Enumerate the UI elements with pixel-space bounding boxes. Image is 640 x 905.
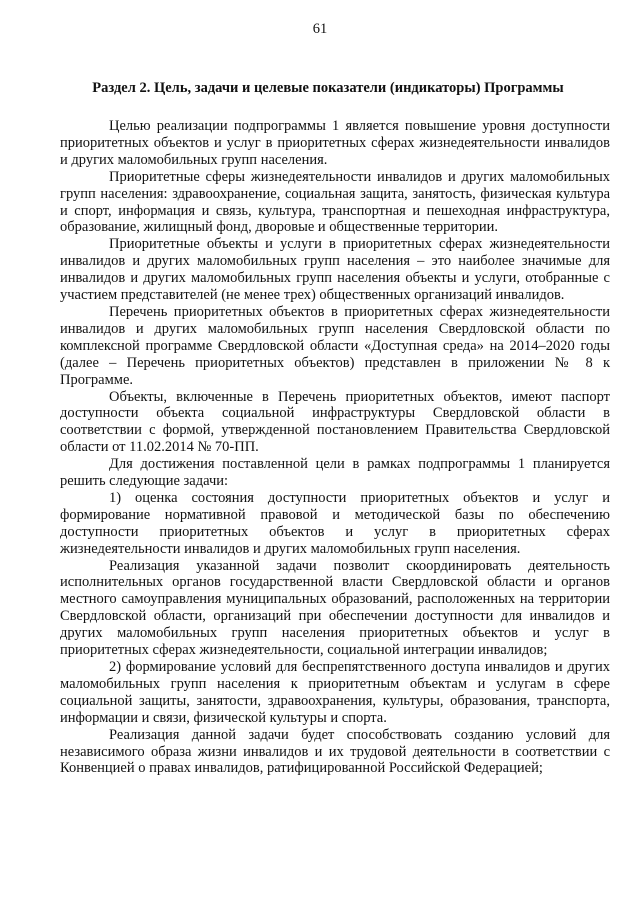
paragraph: Перечень приоритетных объектов в приоритетных сферах жизнедеятельности инвалидов и других маломобильных групп населения Свердловской области по комплексной программе Свердловской области «Доступная среда» на 2014–2020 годы (далее – Перечень приоритетных объектов) представлен в приложении № 8 к Программе. bbox=[60, 303, 610, 388]
paragraph: Реализация данной задачи будет способствовать созданию условий для независимого образа жизни инвалидов и их трудовой деятельности в соответствии с Конвенцией о правах инвалидов, ратифицированной Российской Федерацией; bbox=[60, 726, 610, 777]
page-number: 61 bbox=[312, 21, 328, 37]
paragraph: Реализация указанной задачи позволит скоординировать деятельность исполнительных органов государственной власти Свердловской области и органов местного самоуправления муниципальных образований, расположенных на территории Свердловской области, организаций при обеспечении доступности для инвалидов и других маломобильных групп населения приоритетных объектов и услуг в приоритетных сферах жизнедеятельности, социальной интеграции инвалидов; bbox=[60, 557, 610, 659]
section-title: Раздел 2. Цель, задачи и целевые показатели (индикаторы) Программы bbox=[92, 80, 564, 96]
paragraph: Целью реализации подпрограммы 1 является повышение уровня доступности приоритетных объектов и услуг в приоритетных сферах жизнедеятельности инвалидов и других маломобильных групп населения. bbox=[60, 118, 610, 168]
paragraph: 1) оценка состояния доступности приоритетных объектов и услуг и формирование нормативной правовой и методической базы по обеспечению доступности приоритетных объектов и услуг в приоритетных сферах жизнедеятельности инвалидов и других маломобильных групп населения. bbox=[60, 489, 610, 557]
paragraph: Приоритетные объекты и услуги в приоритетных сферах жизнедеятельности инвалидов и других маломобильных групп населения – это наиболее значимые для инвалидов и других маломобильных групп населения объекты и услуги, отобранные с участием представителей (не менее трех) общественных организаций инвалидов. bbox=[60, 236, 610, 304]
paragraph: Для достижения поставленной цели в рамках подпрограммы 1 планируется решить следующие задачи: bbox=[60, 456, 610, 490]
paragraph: 2) формирование условий для беспрепятственного доступа инвалидов и других маломобильных групп населения к приоритетным объектам и услугам в сфере социальной защиты, занятости, здравоохранения, культуры, образования, транспорта, информации и связи, физической культуры и спорта. bbox=[60, 659, 610, 726]
paragraph: Приоритетные сферы жизнедеятельности инвалидов и других маломобильных групп населения: здравоохранение, социальная защита, занятость, физическая культура и спорт, информация и связь, культура, транспортная и пешеходная инфраструктура, образование, жилищный фонд, дворовые и общественные территории. bbox=[60, 168, 610, 236]
paragraph: Объекты, включенные в Перечень приоритетных объектов, имеют паспорт доступности объекта социальной инфраструктуры Свердловской области в соответствии с формой, утвержденной постановлением Правительства Свердловской области от 11.02.2014 № 70-ПП. bbox=[60, 388, 610, 456]
body-text bbox=[60, 118, 610, 777]
